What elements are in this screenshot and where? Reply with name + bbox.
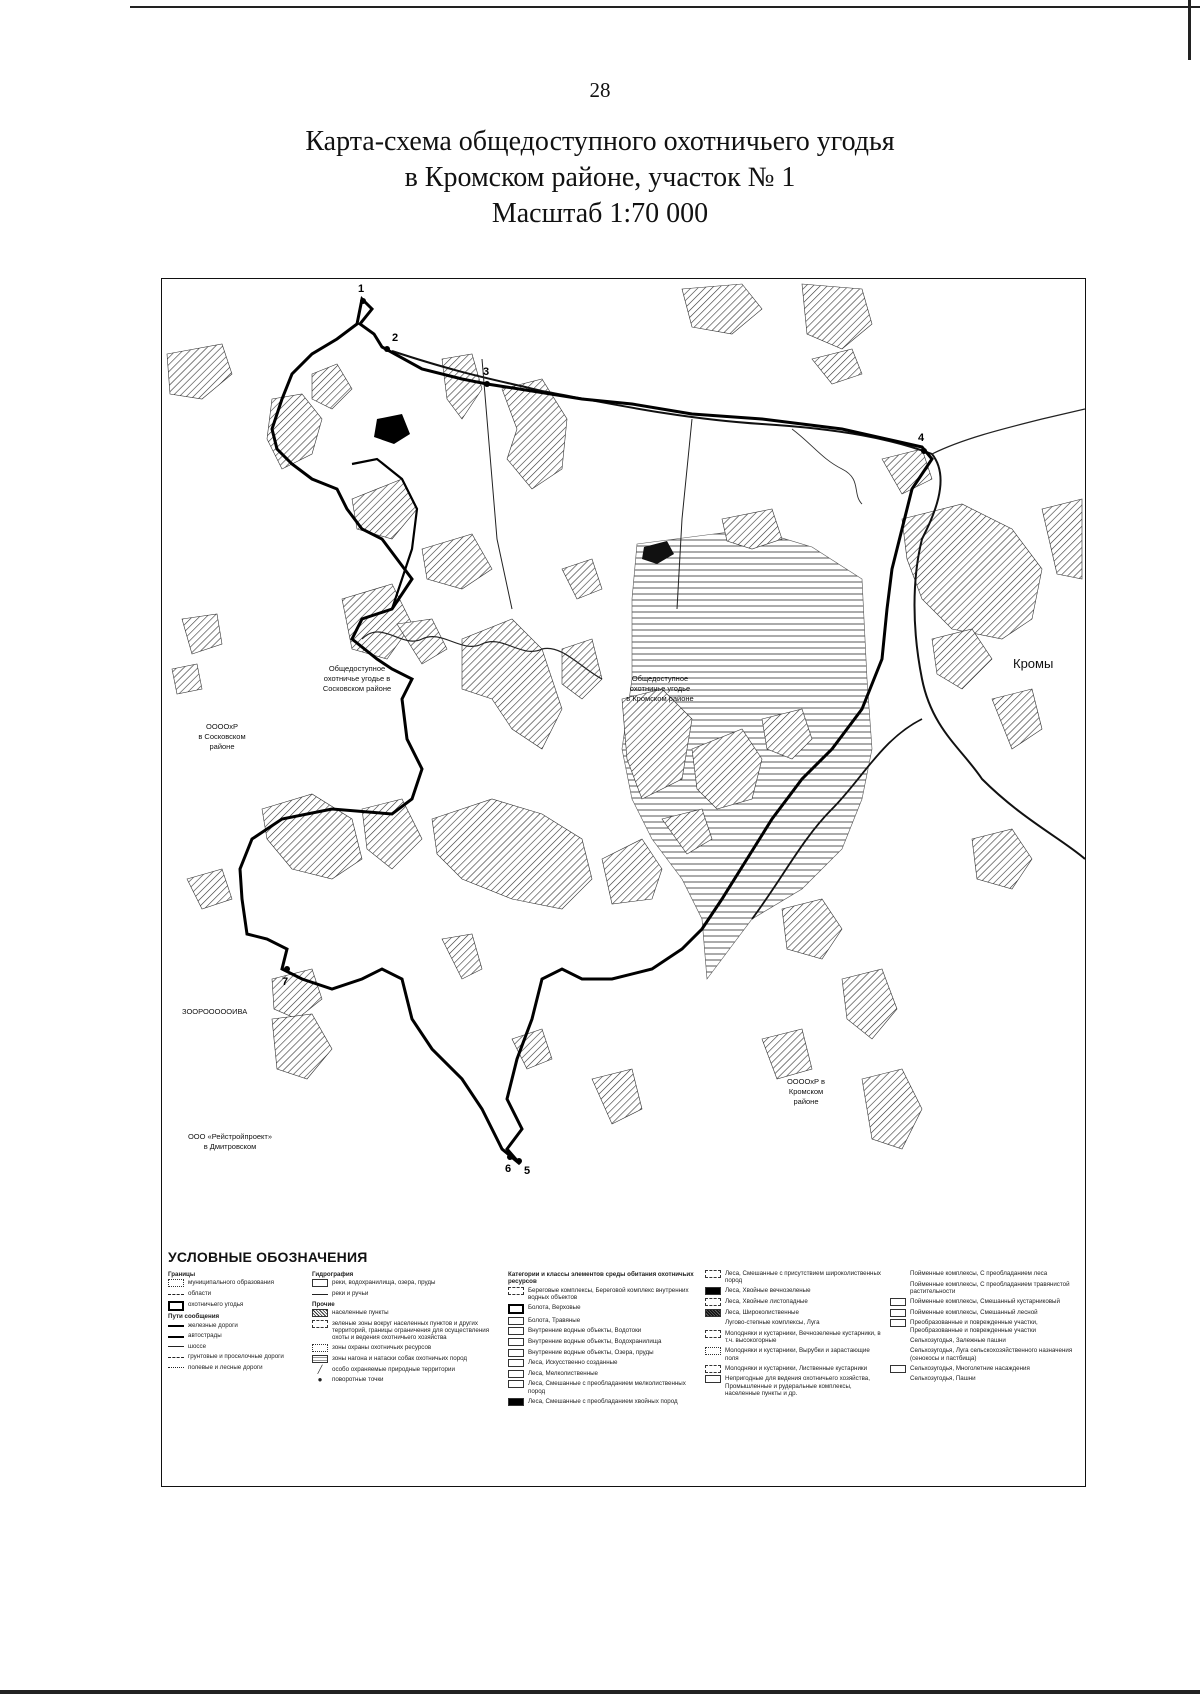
settlement-swatch bbox=[312, 1309, 328, 1317]
point-label-1: 1 bbox=[358, 283, 365, 295]
habitat-swatch bbox=[890, 1347, 906, 1355]
legend-text: Сельхозугодья, Залежные пашни bbox=[910, 1336, 1006, 1344]
water-swatch bbox=[312, 1279, 328, 1287]
title-line-1: Карта-схема общедоступного охотничьего угодья bbox=[305, 126, 895, 157]
habitat-swatch bbox=[890, 1337, 906, 1345]
legend-text: грунтовые и проселочные дороги bbox=[188, 1353, 284, 1361]
org-krom-label-1: ООООхР в bbox=[786, 1077, 826, 1086]
habitat-swatch bbox=[508, 1359, 524, 1367]
legend-row bbox=[890, 1347, 1078, 1362]
legend-text: Пойменные комплексы, Смешанный лесной bbox=[910, 1308, 1038, 1316]
legend-text: Сельхозугодья, Пашни bbox=[910, 1375, 976, 1383]
org-soskovo-label-3: районе bbox=[209, 742, 235, 751]
main-area-label-2: охотничье угодье bbox=[629, 684, 691, 693]
legend-text: Молодняки и кустарники, Вечнозеленые кустарники, в т.ч. высокогорные bbox=[725, 1329, 881, 1345]
legend-row bbox=[508, 1349, 698, 1357]
legend-title: УСЛОВНЫЕ ОБОЗНАЧЕНИЯ bbox=[168, 1249, 368, 1265]
point-label-4: 4 bbox=[918, 432, 925, 444]
habitat-swatch bbox=[705, 1270, 721, 1278]
legend-text: железные дороги bbox=[188, 1321, 238, 1329]
reistroi-label-2: в Дмитровском bbox=[203, 1142, 257, 1151]
legend-text: Внутренние водные объекты, Озера, пруды bbox=[528, 1348, 654, 1356]
main-area-label-3: в Кромском районе bbox=[626, 694, 694, 703]
soskovo-area-label-3: Сосковском районе bbox=[322, 684, 392, 693]
point-label-5: 5 bbox=[524, 1165, 531, 1177]
habitat-swatch bbox=[508, 1304, 524, 1314]
legend-text: Молодняки и кустарники, Лиственные кустарники bbox=[725, 1364, 868, 1372]
legend-text: Леса, Смешанные с присутствием широколиственных пород bbox=[725, 1270, 881, 1285]
legend-text: Болота, Травяные bbox=[528, 1316, 581, 1324]
legend-text: Болота, Верховые bbox=[528, 1304, 581, 1312]
legend-text: Пойменные комплексы, С преобладанием леса bbox=[910, 1270, 1048, 1277]
map-legend bbox=[161, 1246, 1086, 1487]
habitat-swatch bbox=[508, 1327, 524, 1335]
legend-text: населенные пункты bbox=[332, 1309, 389, 1316]
legend-text: Пойменные комплексы, С преобладанием травянистой растительности bbox=[910, 1280, 1070, 1295]
dirt-road-swatch bbox=[168, 1353, 184, 1361]
point-label-2: 2 bbox=[392, 332, 399, 344]
legend-text: автострады bbox=[188, 1332, 222, 1340]
legend-head-hydro: Гидрография bbox=[312, 1271, 354, 1278]
legend-text: Леса, Мелколиственные bbox=[528, 1369, 599, 1377]
legend-row bbox=[890, 1281, 1078, 1296]
stream bbox=[792, 429, 862, 504]
title-line-3: Масштаб 1:70 000 bbox=[491, 198, 709, 229]
legend-text: Молодняки и кустарники, Вырубки и зарастающие поля bbox=[725, 1347, 870, 1362]
habitat-swatch bbox=[890, 1365, 906, 1373]
legend-text: Лугово-степные комплексы, Луга bbox=[725, 1319, 820, 1327]
habitat-swatch bbox=[508, 1370, 524, 1378]
legend-text: реки, водохранилища, озера, пруды bbox=[332, 1279, 436, 1287]
org-krom-label-3: районе bbox=[793, 1097, 819, 1106]
legend-text: Леса, Широколиственные bbox=[725, 1308, 799, 1316]
page-number: 28 bbox=[589, 78, 611, 102]
title-line-2: в Кромском районе, участок № 1 bbox=[404, 162, 796, 193]
org-soskovo-label-2: в Сосковском bbox=[198, 732, 246, 741]
point-label-7: 7 bbox=[282, 976, 289, 988]
legend-row bbox=[890, 1365, 1078, 1373]
legend-row bbox=[168, 1322, 306, 1330]
forest-patches bbox=[167, 284, 1082, 1149]
hunting-boundary-swatch bbox=[168, 1301, 184, 1311]
habitat-swatch bbox=[705, 1375, 721, 1383]
reistroi-label-1: ООО «Рейстройпроект» bbox=[187, 1132, 273, 1141]
legend-row bbox=[890, 1270, 1078, 1278]
habitat-swatch bbox=[508, 1349, 524, 1357]
legend-text: зеленые зоны вокруг населенных пунктов и других территорий, границы ограничения для осуществления охоты и ведения охотничьего хозяйства bbox=[332, 1319, 490, 1342]
legend-row bbox=[508, 1398, 698, 1406]
habitat-swatch bbox=[508, 1317, 524, 1325]
habitat-swatch bbox=[890, 1375, 906, 1383]
legend-head-routes: Пути сообщения bbox=[168, 1313, 220, 1321]
legend-row bbox=[508, 1380, 698, 1395]
legend-text: зоны охраны охотничьих ресурсов bbox=[332, 1344, 432, 1352]
legend-text: Непригодные для ведения охотничьего хозяйства, Промышленные и рудеральные комплексы, населенные пункты и др. bbox=[725, 1375, 870, 1397]
legend-row bbox=[312, 1309, 500, 1317]
habitat-swatch bbox=[705, 1347, 721, 1355]
legend-row bbox=[508, 1359, 698, 1367]
map-canvas bbox=[162, 279, 1085, 1246]
legend-text: Леса, Смешанные с преобладанием мелколиственных пород bbox=[528, 1380, 686, 1395]
road-swatch bbox=[168, 1343, 184, 1351]
legend-row bbox=[508, 1287, 698, 1302]
legend-text: области bbox=[188, 1290, 212, 1297]
legend-row bbox=[705, 1330, 883, 1345]
legend-text: Леса, Хвойные листопадные bbox=[725, 1298, 808, 1305]
zoo-label: ЗООРОООООИВА bbox=[182, 1007, 248, 1016]
main-area-label-1: Общедоступное bbox=[631, 674, 689, 683]
legend-row bbox=[508, 1317, 698, 1325]
legend-row bbox=[890, 1309, 1078, 1317]
legend-text: Леса, Хвойные вечнозеленые bbox=[725, 1287, 811, 1295]
legend-col-hydro bbox=[312, 1270, 500, 1386]
field-road-swatch bbox=[168, 1364, 184, 1372]
municipal-boundary-swatch bbox=[168, 1279, 184, 1287]
legend-row bbox=[168, 1301, 306, 1311]
habitat-swatch bbox=[705, 1330, 721, 1338]
legend-row bbox=[705, 1319, 883, 1327]
green-zone-swatch bbox=[312, 1320, 328, 1328]
oblast-boundary-swatch bbox=[168, 1290, 184, 1298]
legend-row bbox=[312, 1344, 500, 1352]
scan-edge-top bbox=[130, 6, 1200, 8]
habitat-swatch bbox=[508, 1338, 524, 1346]
legend-text: Преобразованные и поврежденные участки, Преобразованные и поврежденные участки bbox=[910, 1319, 1038, 1334]
legend-row bbox=[508, 1327, 698, 1335]
legend-row bbox=[890, 1298, 1078, 1306]
legend-text: Леса, Смешанные с преобладанием хвойных пород bbox=[528, 1397, 678, 1405]
protect-zone-swatch bbox=[312, 1344, 328, 1352]
point-label-3: 3 bbox=[483, 366, 490, 378]
habitat-swatch bbox=[890, 1319, 906, 1327]
legend-col-habitat-2 bbox=[705, 1270, 883, 1400]
legend-row bbox=[312, 1320, 500, 1342]
legend-text: полевые и лесные дороги bbox=[188, 1363, 263, 1371]
habitat-swatch bbox=[890, 1281, 906, 1289]
legend-row bbox=[312, 1376, 500, 1383]
legend-row bbox=[312, 1279, 500, 1287]
point-label-6: 6 bbox=[505, 1163, 512, 1175]
legend-col-boundaries bbox=[168, 1270, 306, 1375]
legend-head-habitat: Категории и классы элементов среды обитания охотничьих ресурсов bbox=[508, 1271, 694, 1286]
reserve-line-icon: ╱ bbox=[317, 1364, 323, 1374]
legend-row bbox=[168, 1364, 306, 1372]
legend-row bbox=[705, 1375, 883, 1397]
legend-head-other: Прочие bbox=[312, 1300, 335, 1308]
legend-row bbox=[705, 1298, 883, 1306]
legend-row bbox=[890, 1319, 1078, 1334]
legend-text: реки и ручьи bbox=[332, 1290, 369, 1297]
legend-row bbox=[168, 1290, 306, 1298]
legend-row bbox=[890, 1375, 1078, 1383]
legend-row bbox=[168, 1353, 306, 1361]
legend-head-boundaries: Границы bbox=[168, 1271, 196, 1278]
org-krom-label-2: Кромском bbox=[788, 1087, 824, 1096]
legend-text: шоссе bbox=[188, 1342, 207, 1350]
town-label: Кромы bbox=[1013, 656, 1054, 671]
legend-row bbox=[705, 1309, 883, 1317]
legend-text: охотничьего угодья bbox=[188, 1300, 244, 1308]
habitat-swatch bbox=[890, 1270, 906, 1278]
scan-edge-right bbox=[1188, 0, 1191, 60]
habitat-swatch bbox=[508, 1380, 524, 1388]
legend-text: Сельхозугодья, Луга сельскохозяйственного назначения (сенокосы и пастбища) bbox=[910, 1347, 1073, 1362]
legend-row bbox=[705, 1365, 883, 1373]
soskovo-area-label-1: Общедоступное bbox=[328, 664, 386, 673]
legend-row bbox=[312, 1366, 500, 1373]
legend-row bbox=[508, 1370, 698, 1378]
map-frame bbox=[161, 278, 1086, 1247]
legend-text: особо охраняемые природные территории bbox=[332, 1365, 455, 1373]
habitat-swatch bbox=[705, 1309, 721, 1317]
habitat-swatch bbox=[705, 1298, 721, 1306]
legend-text: Внутренние водные объекты, Водохранилища bbox=[528, 1338, 662, 1345]
habitat-swatch bbox=[705, 1365, 721, 1373]
legend-row bbox=[890, 1337, 1078, 1345]
legend-row bbox=[705, 1287, 883, 1295]
legend-text: Сельхозугодья, Многолетние насаждения bbox=[910, 1364, 1030, 1372]
scan-edge-bottom bbox=[0, 1690, 1200, 1694]
habitat-swatch bbox=[508, 1287, 524, 1295]
org-soskovo-label-1: ООООхР bbox=[205, 722, 239, 731]
legend-row bbox=[705, 1270, 883, 1285]
road-north-east bbox=[932, 409, 1085, 454]
legend-text: муниципального образования bbox=[188, 1279, 274, 1287]
legend-text: Пойменные комплексы, Смешанный кустарниковый bbox=[910, 1298, 1060, 1305]
soskovo-area-label-2: охотничье угодье в bbox=[323, 674, 391, 683]
legend-row bbox=[312, 1290, 500, 1298]
legend-text: поворотные точки bbox=[332, 1375, 384, 1383]
legend-text: Леса, Искусственно созданные bbox=[528, 1359, 618, 1367]
stream-swatch bbox=[312, 1290, 328, 1298]
legend-text: Береговые комплексы, Береговой комплекс внутренних водных объектов bbox=[528, 1286, 689, 1302]
legend-text: Внутренние водные объекты, Водотоки bbox=[528, 1327, 642, 1335]
turn-point-icon: ● bbox=[317, 1374, 323, 1384]
legend-row bbox=[705, 1347, 883, 1362]
habitat-swatch bbox=[890, 1309, 906, 1317]
page-title bbox=[0, 124, 1200, 232]
highway-swatch bbox=[168, 1332, 184, 1340]
legend-row bbox=[508, 1338, 698, 1346]
legend-row bbox=[312, 1355, 500, 1363]
legend-text: зоны нагона и натаски собак охотничьих пород bbox=[332, 1355, 468, 1362]
lake bbox=[374, 414, 410, 444]
habitat-swatch bbox=[705, 1319, 721, 1327]
legend-col-habitat-3 bbox=[890, 1270, 1078, 1386]
habitat-swatch bbox=[508, 1398, 524, 1406]
legend-col-habitat-1 bbox=[508, 1270, 698, 1408]
habitat-swatch bbox=[890, 1298, 906, 1306]
legend-row bbox=[168, 1279, 306, 1287]
nursery-zone-swatch bbox=[312, 1355, 328, 1363]
legend-row bbox=[168, 1332, 306, 1340]
legend-row bbox=[508, 1304, 698, 1314]
legend-row bbox=[168, 1343, 306, 1351]
rail-swatch bbox=[168, 1322, 184, 1330]
habitat-swatch bbox=[705, 1287, 721, 1295]
